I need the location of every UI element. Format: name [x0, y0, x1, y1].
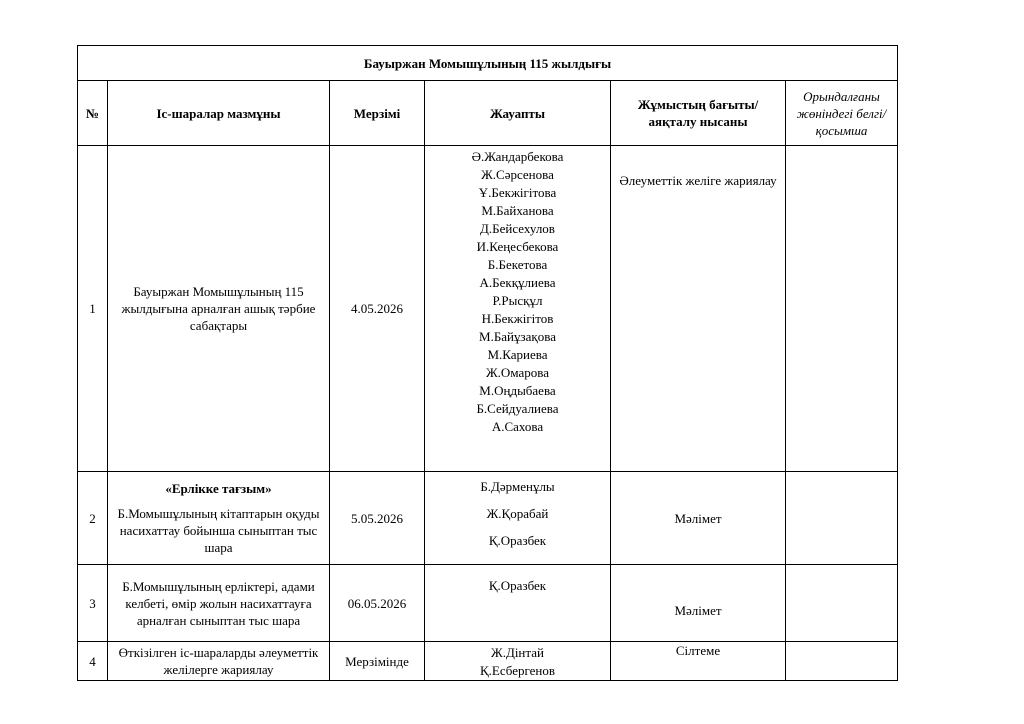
title-row: [78, 46, 898, 81]
header-direction: Жұмыстың бағыты/аяқталу нысаны: [611, 81, 786, 146]
responsible-name: М.Байханова: [481, 203, 554, 218]
responsible-name: Б.Бекетова: [487, 257, 548, 272]
row-direction: Мәлімет: [611, 565, 786, 642]
header-responsible: Жауапты: [425, 81, 611, 146]
row-note: [786, 565, 898, 642]
row-num: 1: [78, 146, 108, 472]
responsible-name: Қ.Есбергенов: [479, 663, 556, 678]
row-content: Бауыржан Момышұлының 115 жылдығына арналған ашық тәрбие сабақтары: [108, 146, 330, 472]
responsible-name: Д.Бейсехулов: [480, 221, 555, 236]
responsible-name: Ж.Омарова: [486, 365, 549, 380]
row-responsible: [425, 472, 611, 565]
responsible-name: Ә.Жандарбекова: [471, 149, 564, 164]
responsible-name: М.Кариева: [487, 347, 548, 362]
row-note: [786, 642, 898, 681]
header-note: Орындалғаны жөніндегі белгі/қосымша: [786, 81, 898, 146]
responsible-name: М.Байұзақова: [479, 329, 556, 344]
row-content: Б.Момышұлының ерліктері, адами келбеті, өмір жолын насихаттауға арналған сыныптан тыс шара: [108, 565, 330, 642]
table-row: [78, 146, 898, 472]
row-direction: Мәлімет: [611, 472, 786, 565]
row-date: 4.05.2026: [330, 146, 425, 472]
header-date: Мерзімі: [330, 81, 425, 146]
responsible-name: И.Кеңесбекова: [476, 239, 559, 254]
responsible-name: Қ.Оразбек: [488, 533, 547, 548]
row-content: Өткізілген іс-шараларды әлеуметтік желілерге жариялау: [108, 642, 330, 681]
row-date: 5.05.2026: [330, 472, 425, 565]
responsible-name: Ұ.Бекжігітова: [478, 185, 557, 200]
table-title: Бауыржан Момышұлының 115 жылдығы: [78, 46, 898, 81]
header-num: №: [78, 81, 108, 146]
responsible-name: Ж.Дінтай: [491, 645, 544, 660]
row-responsible: [425, 642, 611, 681]
row-num: 2: [78, 472, 108, 565]
responsible-list: [429, 472, 606, 550]
row-content-cell: [108, 472, 330, 565]
responsible-name: А.Сахова: [491, 419, 544, 434]
responsible-name: А.Бекқұлиева: [479, 275, 556, 290]
row-note: [786, 146, 898, 472]
responsible-name: Б.Сейдуалиева: [476, 401, 559, 416]
responsible-name: Ж.Сәрсенова: [481, 167, 554, 182]
row-note: [786, 472, 898, 565]
responsible-name: Қ.Оразбек: [488, 578, 547, 593]
row-num: 4: [78, 642, 108, 681]
events-table: [77, 45, 898, 681]
responsible-name: Н.Бекжігітов: [481, 311, 554, 326]
event-subtitle: «Ерлікке тағзым»: [165, 481, 272, 496]
responsible-list: [429, 575, 606, 595]
responsible-name: Ж.Қорабай: [486, 506, 549, 521]
responsible-name: М.Оңдыбаева: [479, 383, 556, 398]
row-responsible: [425, 146, 611, 472]
header-content: Іс-шаралар мазмұны: [108, 81, 330, 146]
row-direction: Әлеуметтік желіге жариялау: [611, 146, 786, 472]
table-row: [78, 565, 898, 642]
row-num: 3: [78, 565, 108, 642]
table-row: [78, 642, 898, 681]
row-date: 06.05.2026: [330, 565, 425, 642]
row-responsible: [425, 565, 611, 642]
table-row: [78, 472, 898, 565]
responsible-list: [429, 642, 606, 680]
row-content: Б.Момышұлының кітаптарын оқуды насихаттау бойынша сыныптан тыс шара: [117, 506, 320, 555]
header-row: [78, 81, 898, 146]
row-date: Мерзімінде: [330, 642, 425, 681]
responsible-name: Б.Дәрменұлы: [480, 479, 555, 494]
responsible-name: Р.Рысқұл: [492, 293, 543, 308]
responsible-list: [429, 146, 606, 436]
row-direction: Сілтеме: [611, 642, 786, 681]
